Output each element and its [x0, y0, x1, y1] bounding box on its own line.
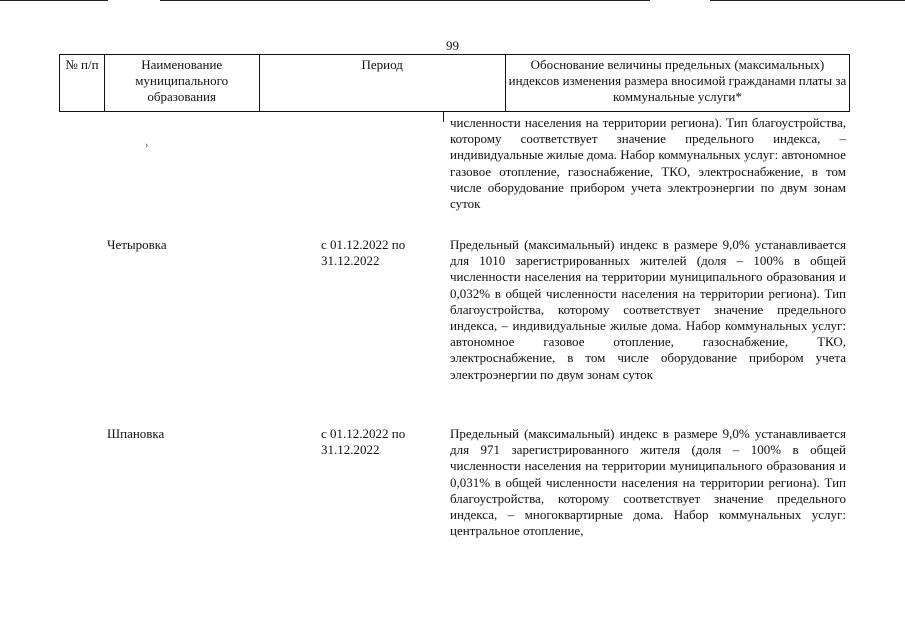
scan-edge-line-right [710, 0, 905, 1]
scan-edge-line-center [160, 0, 650, 1]
header-period: Период [260, 55, 506, 111]
table-header [59, 54, 850, 112]
stray-mark: › [145, 140, 149, 151]
row-2-period: с 01.12.2022 по 31.12.2022 [321, 426, 406, 457]
continuation-text: численности населения на территории региона). Тип благоустройства, которому соответствует значение предельного индекса, – индивидуальные жилые дома. Набор коммунальных услуг: автономное газовое отопление, газоснабжение, ТКО, электроснабжение, в том числе оборудование прибором учета электроэнергии по двум зонам суток [450, 115, 846, 212]
row-2-justification: Предельный (максимальный) индекс в размере 9,0% устанавливается для 971 зарегистрированного жителя (доля – 100% в общей численности населения на территории муниципального образования и 0,031% в общей численности населения на территории региона). Тип благоустройства, которому соответствует значение предельного индекса, – многоквартирные дома. Набор коммунальных услуг: центральное отопление, [450, 426, 846, 539]
row-2-name: Шпановка [107, 426, 165, 441]
header-number: № п/п [60, 55, 105, 111]
row-1-name: Четыровка [107, 237, 167, 252]
header-justification: Обоснование величины предельных (максимальных) индексов изменения размера вносимой гражданами платы за коммунальные услуги* [508, 57, 847, 104]
column-divider [443, 112, 444, 122]
header-municipality: Наименование муниципального образования [105, 55, 260, 111]
row-1-justification: Предельный (максимальный) индекс в размере 9,0% устанавливается для 1010 зарегистрированных жителей (доля – 100% в общей численности населения на территории муниципального образования и 0,032% в общей численности населения на территории региона). Тип благоустройства, которому соответствует значение предельного индекса, – индивидуальные жилые дома. Набор коммунальных услуг: автономное газовое отопление, газоснабжение, ТКО, электроснабжение, в том числе оборудование прибором учета электроэнергии по двум зонам суток [450, 237, 846, 382]
page-number: 99 [446, 38, 459, 53]
row-1-period: с 01.12.2022 по 31.12.2022 [321, 237, 406, 268]
scan-edge-line-left [0, 0, 108, 1]
